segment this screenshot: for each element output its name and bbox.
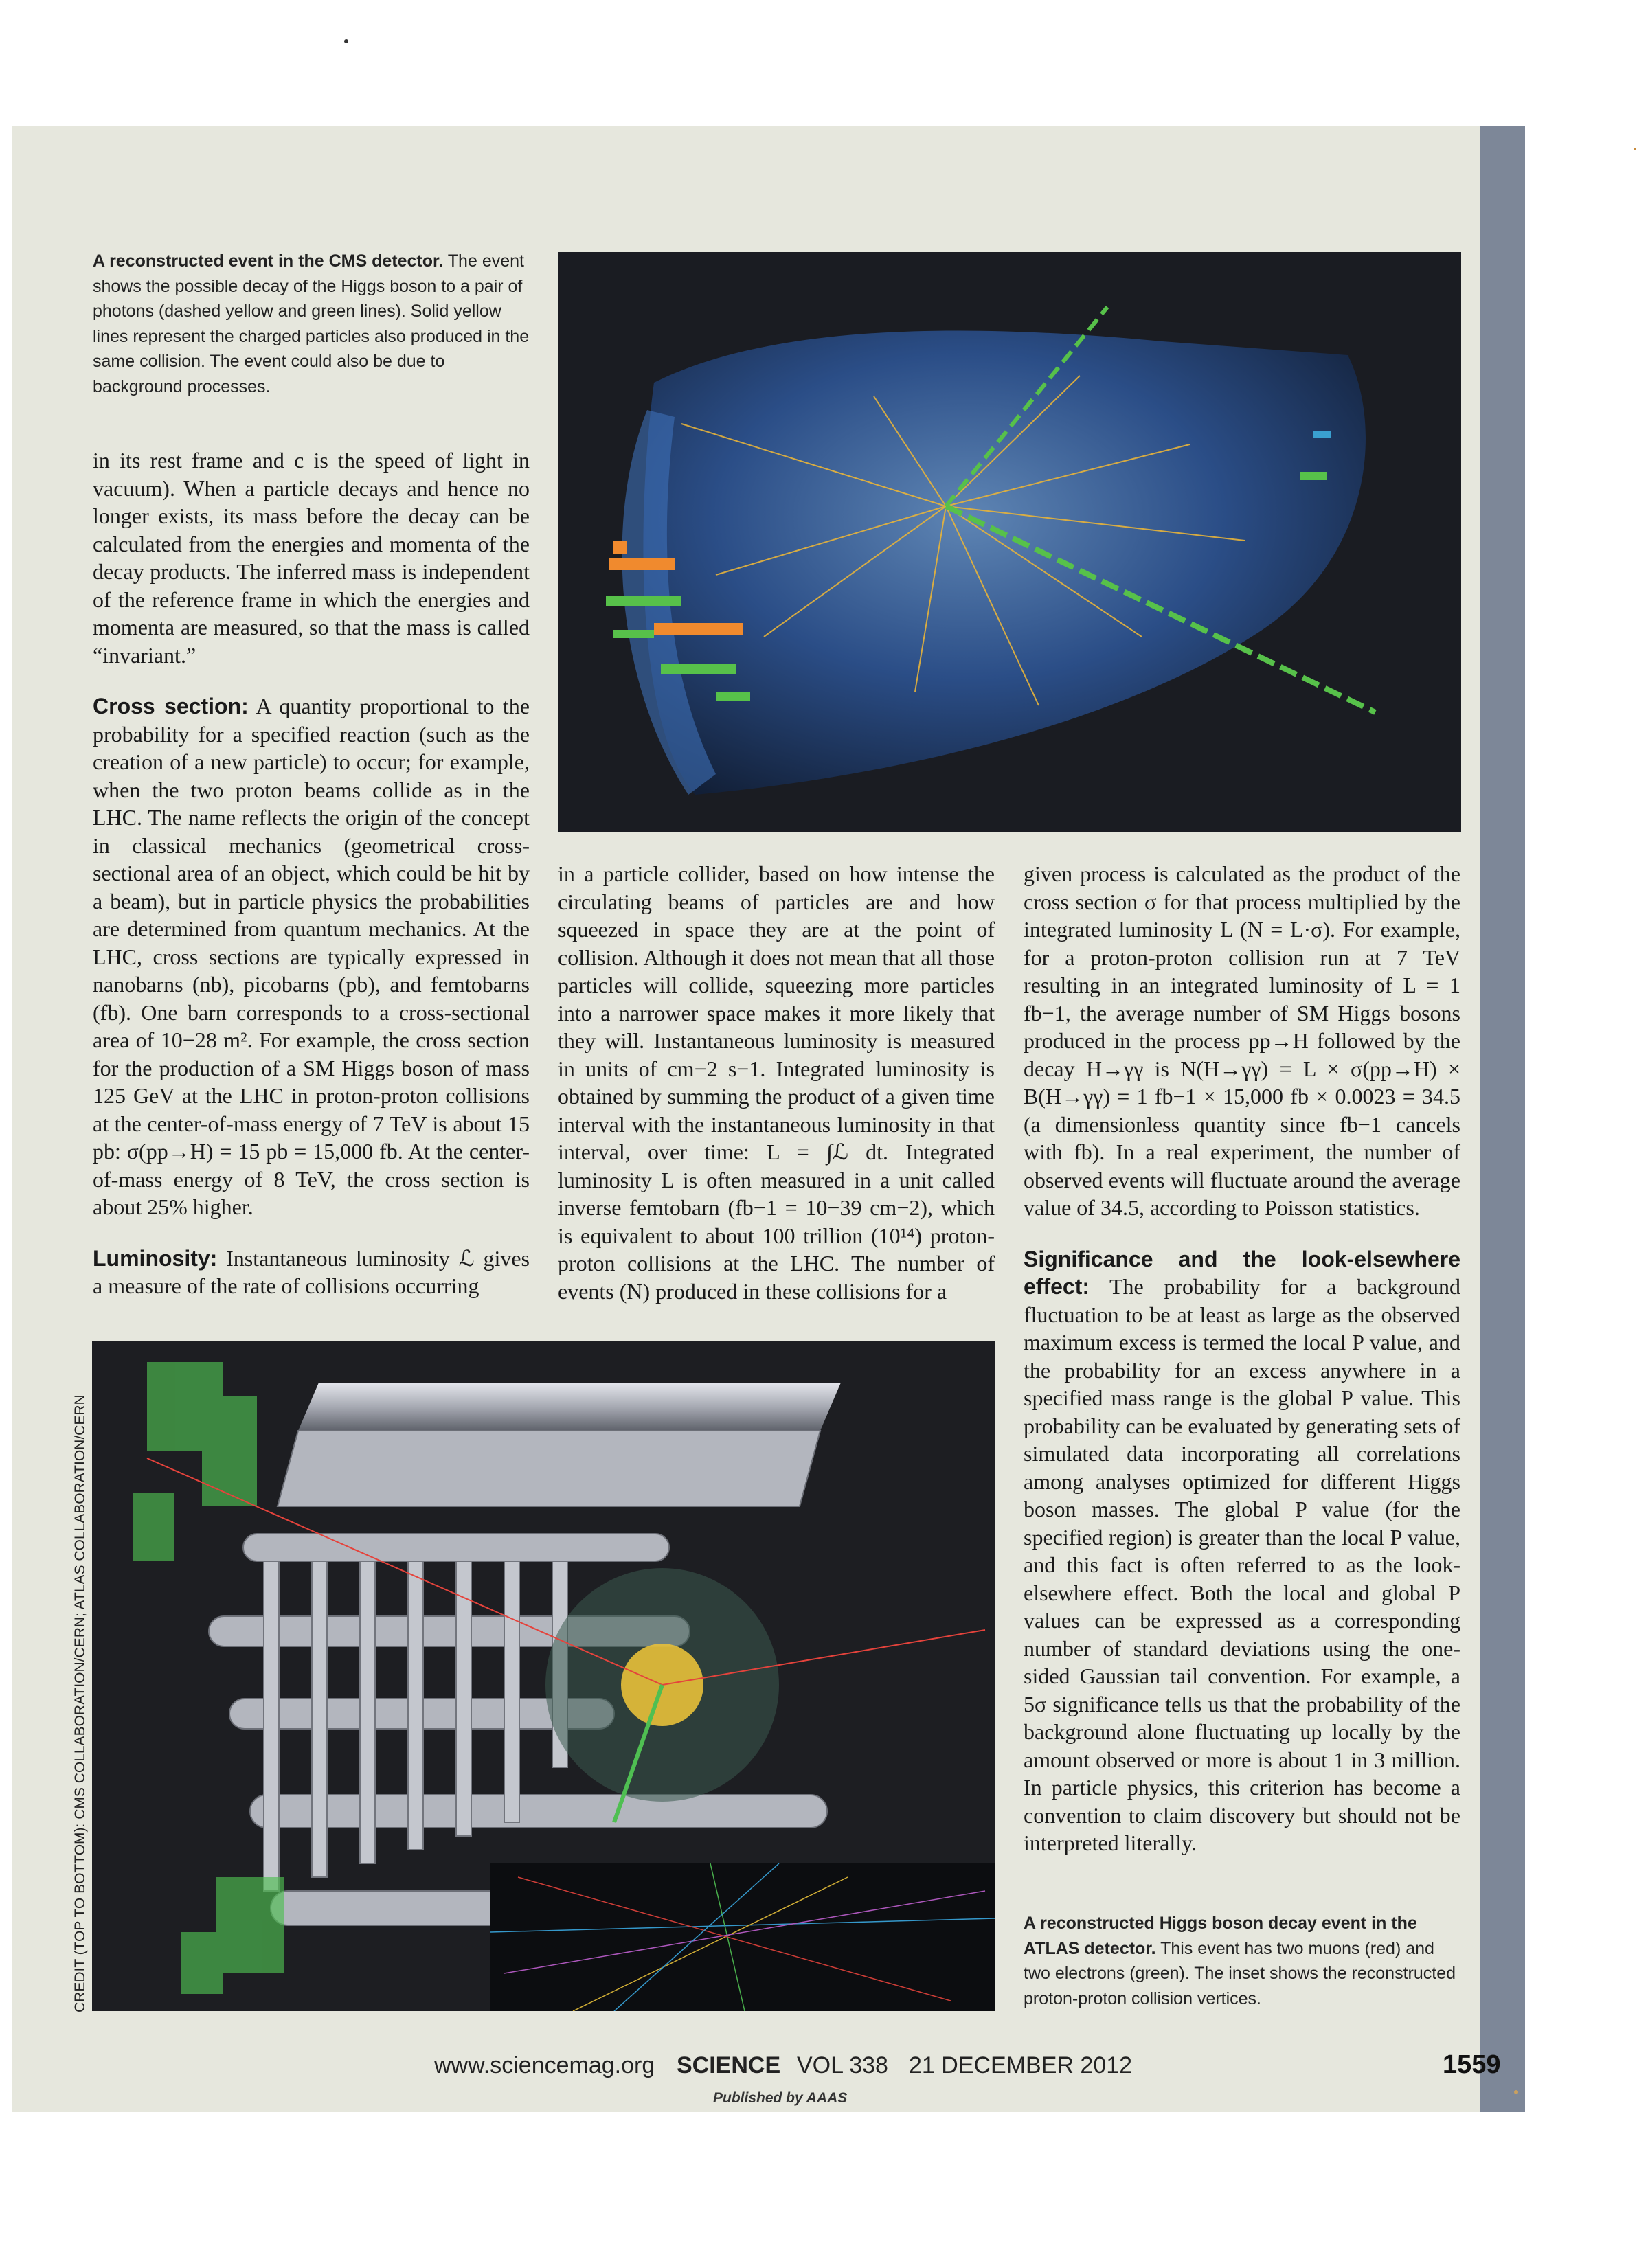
caption-cms-text: The event shows the possible decay of the Higgs boson to a pair of photons (dashed yellow and green lines). Solid yellow lines represent the charged particles also produced in the same collision. The event could also be due to background processes.: [93, 251, 530, 396]
cms-event-image: [558, 252, 1461, 832]
caption-atlas-text: This event has two muons (red) and two electrons (green). The inset shows the reconstructed proton-proton collision vertices.: [1024, 1938, 1456, 2008]
caption-cms: [93, 249, 530, 399]
paragraph-event-count: given process is calculated as the product of the cross section σ for that process multiplied by the integrated luminosity L (N = L·σ). For example, for a proton-proton collision run at 7 TeV resulting in an integrated luminosity of L = 1 fb−1, the average number of SM Higgs bosons produced in the process pp→H followed by the decay H→γγ is N(H→γγ) = L × σ(pp→H) × B(H→γγ) = 1 fb−1 × 15,000 fb × 0.0023 = 34.5 (a dimensionless quantity since fb−1 cancels with fb). In a real experiment, the number of observed events will fluctuate around the average value of 34.5, according to Poisson statistics.: [1024, 861, 1460, 1220]
atlas-event-image: [92, 1341, 995, 2011]
term-luminosity: Luminosity:: [93, 1245, 218, 1271]
paragraph-cross-section: [93, 692, 530, 1221]
page-edge-bar: [1480, 126, 1525, 2112]
photo-credit: CREDIT (TOP TO BOTTOM): CMS COLLABORATION/CERN; ATLAS COLLABORATION/CERN: [72, 1394, 88, 2012]
significance-text: The probability for a background fluctuation to be at least as large as the observed maximum excess is termed the local P value, and the probability for an excess anywhere in a specified mass range is the global P value. This probability can be evaluated by generating sets of simulated data incorporating all correlations among analyses optimized for different Higgs boson masses. The global P value (for the specified region) is greater than the local P value, and this fact is often referred to as the look-elsewhere effect. Both the local and global P values can be expressed as a corresponding number of standard deviations using the one-sided Gaussian tail convention. For example, a 5σ significance tells us that the probability of the background alone fluctuating up locally by the amount observed or more is about 1 in 3 million. In particle physics, this criterion has become a convention to claim discovery but should not be interpreted literally.: [1024, 1274, 1460, 1855]
paragraph-significance: [1024, 1245, 1460, 1857]
cms-event-drawing: [558, 252, 1461, 832]
footer-journal: SCIENCE: [677, 2052, 781, 2078]
luminosity-text: Instantaneous luminosity ℒ gives a measure of the rate of collisions occurring: [93, 1245, 530, 1298]
scan-speck: [344, 39, 348, 43]
scan-speck: [1634, 148, 1636, 150]
column-2: [558, 860, 995, 1305]
footer-volume: VOL 338: [797, 2052, 888, 2078]
footer-published-by: Published by AAAS: [713, 2090, 848, 2106]
scan-speck: [1514, 2090, 1518, 2094]
caption-cms-title: A reconstructed event in the CMS detector.: [93, 251, 444, 271]
footer-date: 21 DECEMBER 2012: [909, 2052, 1133, 2078]
atlas-event-drawing: [92, 1341, 995, 2011]
paragraph-invariant-mass: in its rest frame and c is the speed of light in vacuum). When a particle decays and hence no longer exists, its mass before the decay can be calculated from the energies and momenta of the decay products. The inferred mass is independent of the reference frame in which the energies and momenta are measured, so that the mass is called “invariant.”: [93, 448, 530, 668]
paragraph-luminosity: [93, 1245, 530, 1300]
page-number: 1559: [1443, 2050, 1501, 2079]
paragraph-luminosity-continued: in a particle collider, based on how intense the circulating beams of particles are and how squeezed in space they are at the point of collision. Although it does not mean that all those particles will collide, squeezing more particles into a narrower space makes it more likely that they will. Instantaneous luminosity is measured in units of cm−2 s−1. Integrated luminosity is obtained by summing the product of a given time interval with the instantaneous luminosity in that interval, over time: L = ∫ℒ dt. Integrated luminosity L is often measured in a unit called inverse femtobarn (fb−1 = 10−39 cm−2), which is equivalent to about 100 trillion (10¹⁴) proton-proton collisions at the LHC. The number of events (N) produced in these collisions for a: [558, 861, 995, 1304]
column-3: [1024, 860, 1460, 1857]
term-significance: Significance and the look-elsewhere effect:: [1024, 1246, 1460, 1299]
column-1: [93, 446, 530, 1300]
footer-url: www.sciencemag.org: [434, 2052, 655, 2078]
term-cross-section: Cross section:: [93, 694, 249, 718]
cross-section-text: A quantity proportional to the probability for a specified reaction (such as the creation of a new particle) to occur; for example, when the two proton beams collide as in the LHC. The name reflects the origin of the concept in classical mechanics (geometrical cross-sectional area of an object, which could be hit by a beam), but in particle physics the probabilities are determined from quantum mechanics. At the LHC, cross sections are typically expressed in nanobarns (nb), picobarns (pb), and femtobarns (fb). One barn corresponds to a cross-sectional area of 10−28 m². For example, the cross section for the production of a SM Higgs boson of mass 125 GeV at the LHC in proton-proton collisions at the center-of-mass energy of 7 TeV is about 15 pb: σ(pp→H) = 15 pb = 15,000 fb. At the center-of-mass energy of 8 TeV, the cross section is about 25% higher.: [93, 694, 530, 1219]
caption-atlas: [1024, 1911, 1460, 2011]
caption-atlas-title: A reconstructed Higgs boson decay event in the ATLAS detector.: [1024, 1914, 1417, 1958]
